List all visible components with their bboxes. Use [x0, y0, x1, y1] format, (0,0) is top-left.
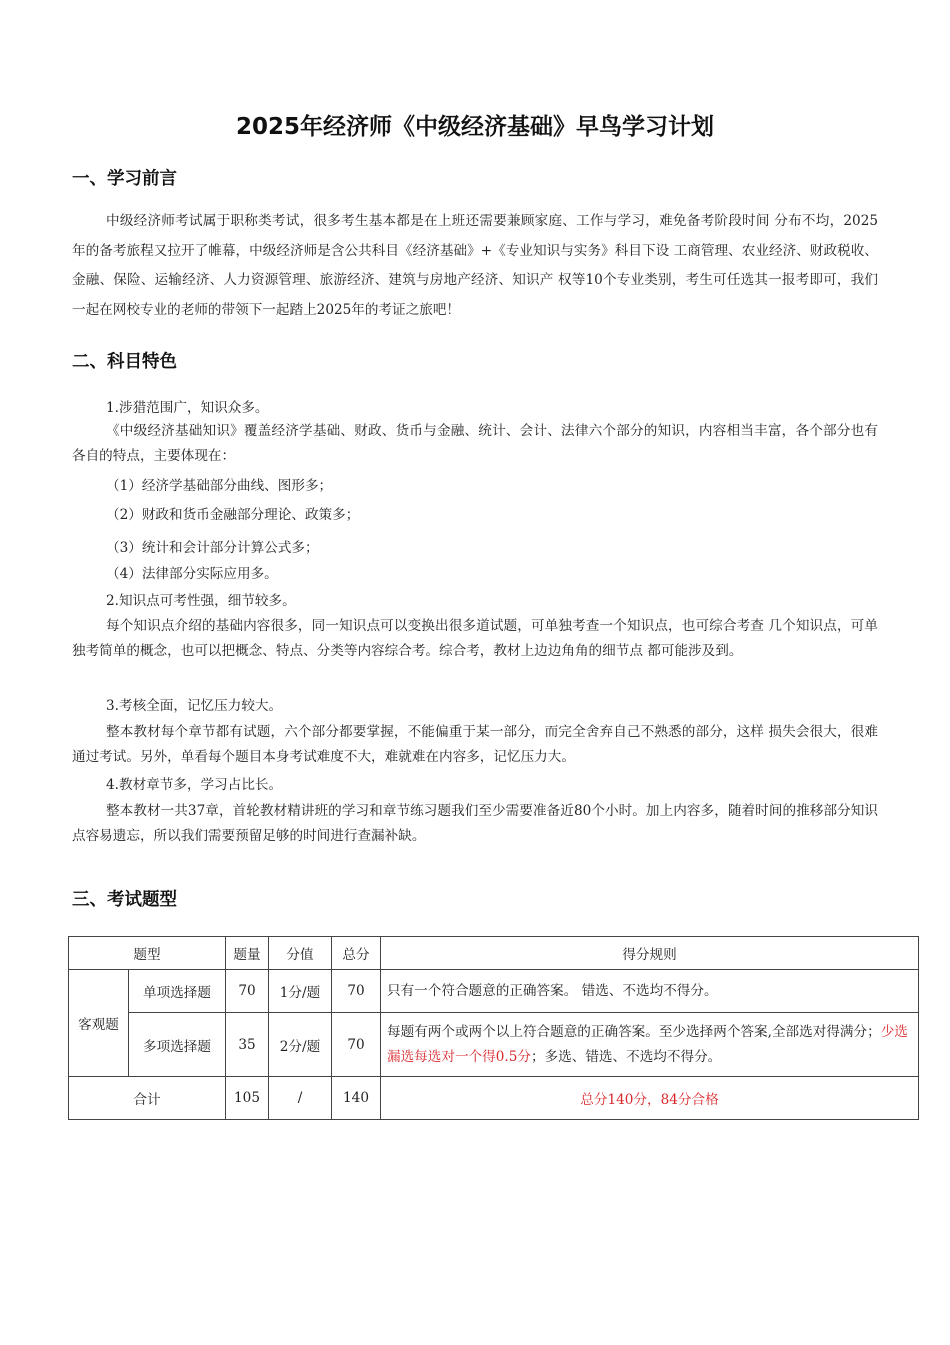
row-type: 单项选择题 [129, 970, 226, 1013]
row-total: 70 [332, 970, 381, 1013]
feature-point-2-title: 2.知识点可考性强，细节较多。 [106, 593, 296, 609]
header-score: 分值 [269, 937, 332, 970]
section-heading-exam-types: 三、考试题型 [72, 890, 177, 910]
feature-point-3-text: 整本教材每个章节都有试题，六个部分都要掌握，不能偏重于某一部分，而完全舍弃自己不熟悉的部分，这样 损失会很大，很难通过考试。另外，单看每个题目本身考试难度不大，难就难在内容多，记忆压力大。 [72, 724, 878, 765]
sum-count: 105 [226, 1077, 269, 1120]
sum-rule: 总分140分，84分合格 [381, 1077, 919, 1120]
row-rule: 只有一个符合题意的正确答案。 错选、不选均不得分。 [381, 970, 919, 1013]
feature-point-1-text: 《中级经济基础知识》覆盖经济学基础、财政、货币与金融、统计、会计、法律六个部分的知识，内容相当丰富，各个部分也有各自的特点，主要体现在： [72, 423, 878, 464]
section-heading-features: 二、科目特色 [72, 352, 177, 372]
rule-text-b: ；多选、错选、不选均不得分。 [530, 1048, 722, 1065]
group-label-objective: 客观题 [69, 970, 129, 1077]
header-rule: 得分规则 [381, 937, 919, 970]
rule-text-a: 每题有两个或两个以上符合题意的正确答案。至少选择两个答案,全部选对得满分； [387, 1023, 881, 1040]
row-count: 70 [226, 970, 269, 1013]
rule-text-highlight: 少选漏选每选对一个得0.5分 [387, 1023, 908, 1065]
sum-score: / [269, 1077, 332, 1120]
row-type: 多项选择题 [129, 1013, 226, 1077]
row-count: 35 [226, 1013, 269, 1077]
exam-type-table [68, 936, 919, 1120]
preface-paragraph: 中级经济师考试属于职称类考试，很多考生基本都是在上班还需要兼顾家庭、工作与学习，难免备考阶段时间 分布不均，2025年的备考旅程又拉开了帷幕，中级经济师是含公共科目《经济基础》+《专业知识与实务》科目下设 工商管理、农业经济、财政税收、金融、保险、运输经济、人力资源管理、旅游经济、建筑与房地产经济、知识产 权等10个专业类别，考生可任选其一报考即可，我们一起在网校专业的老师的带领下一起踏上2025年的考证之旅吧！ [72, 213, 878, 318]
section-heading-preface: 一、学习前言 [72, 169, 177, 189]
feature-sub-2: （2）财政和货币金融部分理论、政策多； [106, 507, 360, 523]
page-title: 2025年经济师《中级经济基础》早鸟学习计划 [235, 114, 714, 140]
feature-sub-3: （3）统计和会计部分计算公式多； [106, 540, 319, 556]
feature-sub-4: （4）法律部分实际应用多。 [106, 566, 278, 582]
header-type: 题型 [69, 937, 226, 970]
feature-point-3-title: 3.考核全面，记忆压力较大。 [106, 698, 283, 714]
feature-point-4-title: 4.教材章节多，学习占比长。 [106, 777, 283, 793]
sum-label: 合计 [69, 1077, 226, 1120]
feature-point-1-title: 1.涉猎范围广，知识众多。 [106, 400, 269, 416]
table-header-row [69, 937, 919, 970]
sum-total: 140 [332, 1077, 381, 1120]
feature-point-2-text: 每个知识点介绍的基础内容很多，同一知识点可以变换出很多道试题，可单独考查一个知识点，也可综合考查 几个知识点，可单独考简单的概念，也可以把概念、特点、分类等内容综合考。综合考，教材上边边角角的细节点 都可能涉及到。 [72, 618, 878, 659]
header-count: 题量 [226, 937, 269, 970]
row-total: 70 [332, 1013, 381, 1077]
header-total: 总分 [332, 937, 381, 970]
table-sum-row [69, 1077, 919, 1120]
row-rule [381, 1013, 919, 1077]
table-row [69, 1013, 919, 1077]
row-score: 1分/题 [269, 970, 332, 1013]
table-row [69, 970, 919, 1013]
row-score: 2分/题 [269, 1013, 332, 1077]
feature-sub-1: （1）经济学基础部分曲线、图形多； [106, 478, 333, 494]
feature-point-4-text: 整本教材一共37章，首轮教材精讲班的学习和章节练习题我们至少需要准备近80个小时。加上内容多，随着时间的推移部分知识点容易遗忘，所以我们需要预留足够的时间进行查漏补缺。 [72, 803, 878, 844]
